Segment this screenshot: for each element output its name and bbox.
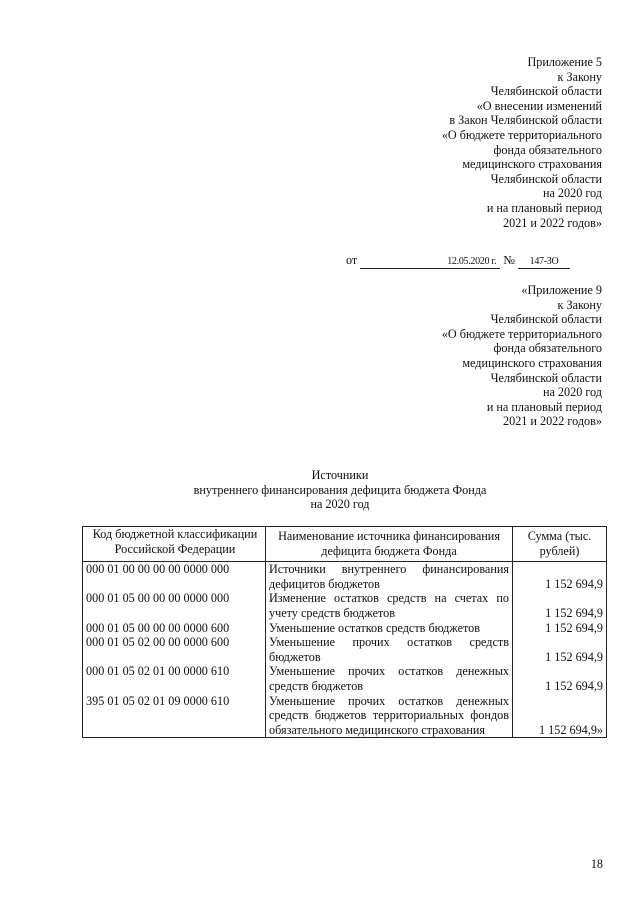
row-name: Изменение остатков средств на счетах по учету средств бюджетов xyxy=(266,591,513,620)
row-name: Уменьшение прочих остатков денежных средств бюджетов xyxy=(266,664,513,693)
appendix-9-line: фонда обязательного xyxy=(493,341,602,356)
appendix-5-line: «О бюджете территориального xyxy=(441,127,602,142)
ref-prefix: от xyxy=(346,253,358,267)
page-number: 18 xyxy=(590,857,603,871)
appendix-5-line: фонда обязательного xyxy=(493,142,602,157)
row-name: Уменьшение прочих остатков средств бюджетов xyxy=(266,635,513,664)
appendix-9-line: медицинского страхования xyxy=(462,355,602,370)
ref-number: 147-ЗО xyxy=(518,256,570,269)
appendix-9-line: к Закону xyxy=(557,297,602,312)
header-code: Код бюджетной классификации Российской Федерации xyxy=(83,527,266,562)
appendix-5-line: на 2020 год xyxy=(542,186,602,201)
table-row xyxy=(83,664,607,693)
appendix-9-line: на 2020 год xyxy=(542,385,602,400)
row-sum: 1 152 694,9 xyxy=(513,621,607,636)
appendix-9-line: Челябинской области xyxy=(490,370,602,385)
appendix-5-line: медицинского страхования xyxy=(462,157,602,172)
header-sum: Сумма (тыс. рублей) xyxy=(513,527,607,562)
appendix-9-line: «Приложение 9 xyxy=(521,283,602,297)
financing-sources-table xyxy=(82,526,607,738)
appendix-9-line: «О бюджете территориального xyxy=(441,326,602,341)
appendix-5-line: Приложение 5 xyxy=(527,55,602,69)
row-sum: 1 152 694,9 xyxy=(513,562,607,592)
table-row xyxy=(83,694,607,738)
row-name: Уменьшение прочих остатков денежных средств бюджетов территориальных фондов обязательного медицинского страхования xyxy=(266,694,513,738)
appendix-5-line: в Закон Челябинской области xyxy=(449,113,602,128)
document-heading xyxy=(0,468,640,512)
heading-line-1: Источники xyxy=(311,468,369,482)
table-row xyxy=(83,635,607,664)
heading-line-2: внутреннего финансирования дефицита бюджета Фонда xyxy=(193,482,487,497)
row-code: 000 01 05 00 00 00 0000 600 xyxy=(83,621,266,636)
row-sum: 1 152 694,9 xyxy=(513,664,607,693)
row-sum: 1 152 694,9» xyxy=(513,694,607,738)
appendix-5-line: к Закону xyxy=(557,69,602,84)
appendix-9-line: Челябинской области xyxy=(490,312,602,327)
row-code: 000 01 05 02 00 00 0000 600 xyxy=(83,635,266,664)
appendix-9-header xyxy=(442,283,602,429)
row-code: 000 01 00 00 00 00 0000 000 xyxy=(83,562,266,592)
appendix-5-line: 2021 и 2022 годов» xyxy=(503,215,602,230)
row-name: Источники внутреннего финансирования дефицитов бюджетов xyxy=(266,562,513,592)
row-code: 000 01 05 02 01 00 0000 610 xyxy=(83,664,266,693)
row-code: 000 01 05 00 00 00 0000 000 xyxy=(83,591,266,620)
header-name: Наименование источника финансирования дефицита бюджета Фонда xyxy=(266,527,513,562)
appendix-5-line: Челябинской области xyxy=(490,171,602,186)
row-sum: 1 152 694,9 xyxy=(513,591,607,620)
table-row xyxy=(83,621,607,636)
ref-date: 12.05.2020 г. xyxy=(360,256,500,269)
ref-number-label: № xyxy=(503,253,515,267)
appendix-5-line: и на плановый период xyxy=(486,200,602,215)
appendix-9-line: 2021 и 2022 годов» xyxy=(503,414,602,429)
row-code: 395 01 05 02 01 09 0000 610 xyxy=(83,694,266,738)
row-sum: 1 152 694,9 xyxy=(513,635,607,664)
table-row xyxy=(83,562,607,592)
table-header-row xyxy=(83,527,607,562)
appendix-5-header xyxy=(442,55,602,230)
appendix-5-line: Челябинской области xyxy=(490,84,602,99)
row-name: Уменьшение остатков средств бюджетов xyxy=(266,621,513,636)
appendix-5-line: «О внесении изменений xyxy=(476,98,602,113)
appendix-9-line: и на плановый период xyxy=(486,399,602,414)
law-reference-line xyxy=(346,253,610,269)
heading-line-3: на 2020 год xyxy=(310,497,370,512)
table-row xyxy=(83,591,607,620)
